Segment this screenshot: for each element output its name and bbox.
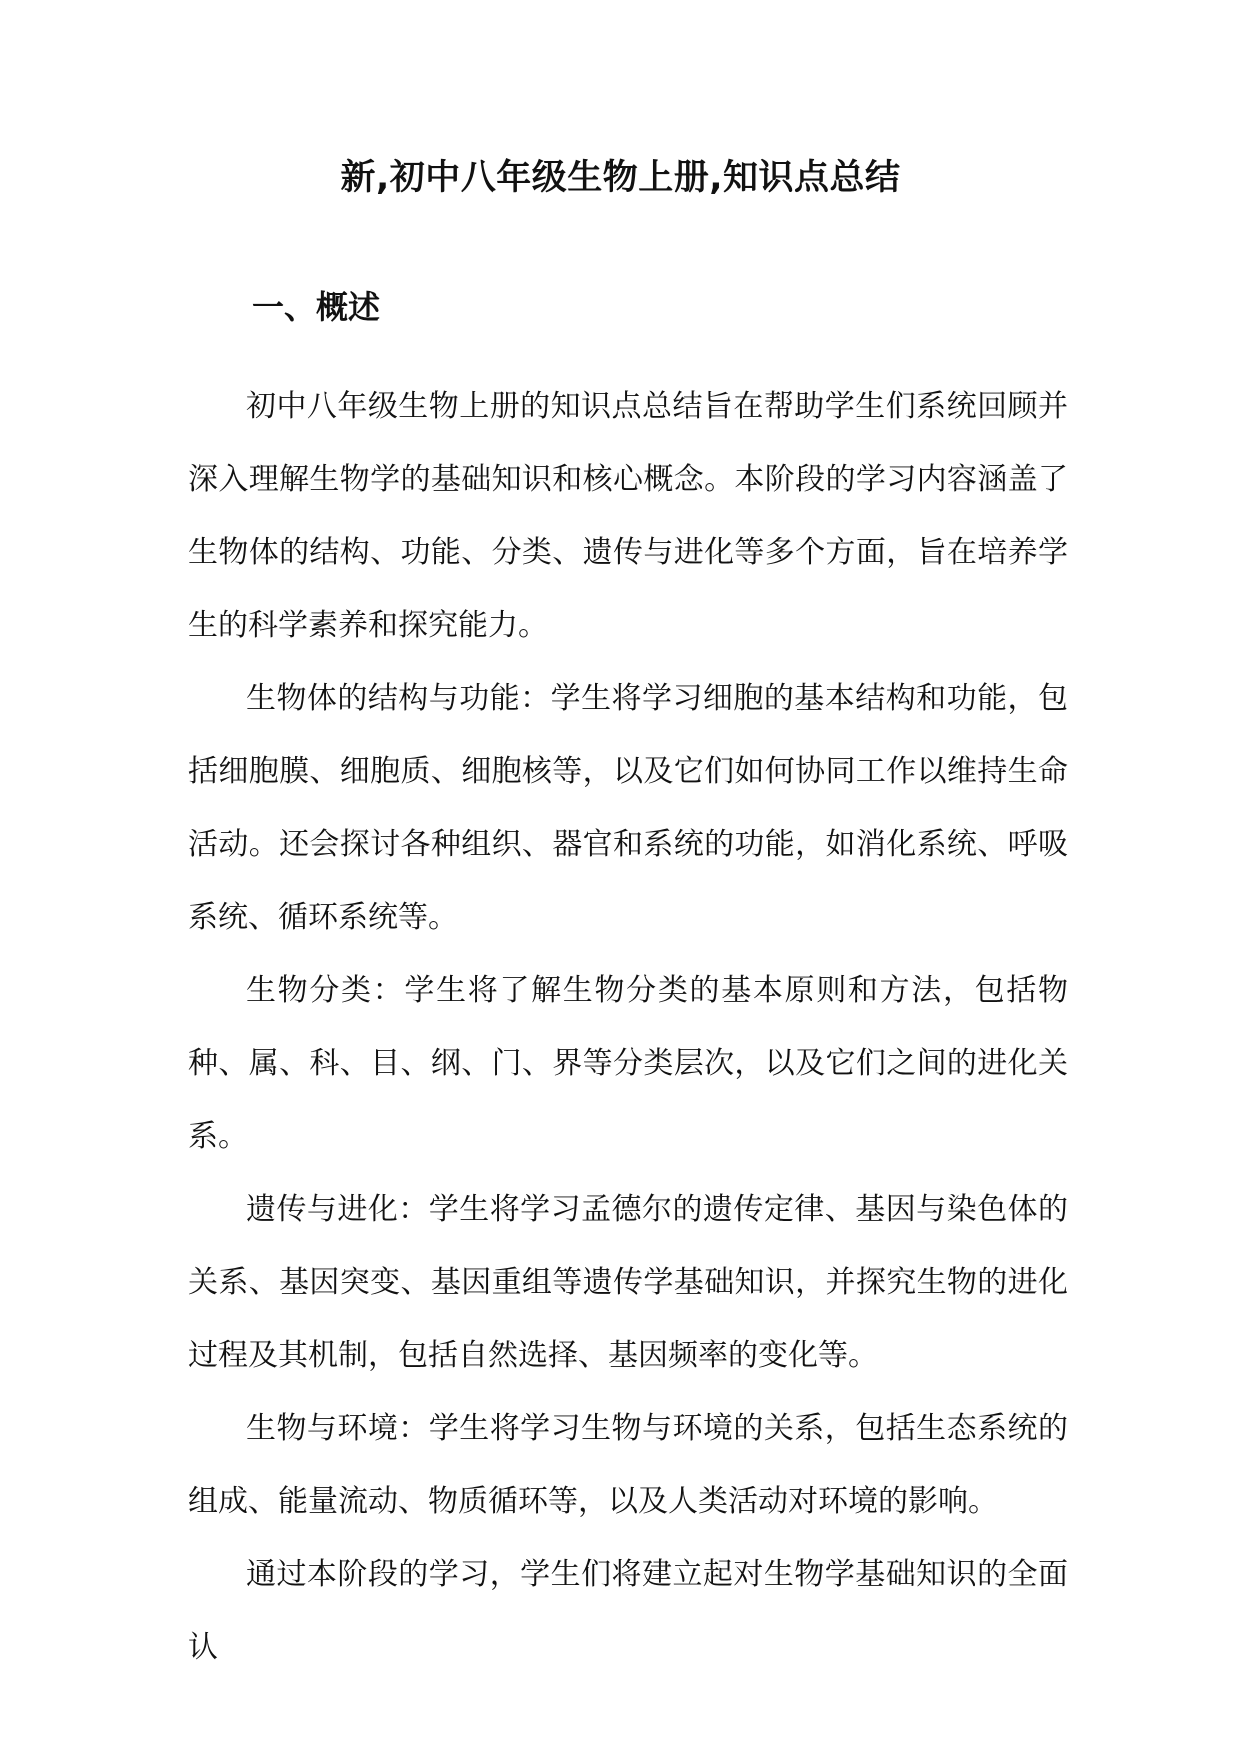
paragraph-classification: 生物分类：学生将了解生物分类的基本原则和方法，包括物种、属、科、目、纲、门、界等分类层次，以及它们之间的进化关系。 [188, 973, 1068, 1154]
paragraph-intro: 初中八年级生物上册的知识点总结旨在帮助学生们系统回顾并深入理解生物学的基础知识和核心概念。本阶段的学习内容涵盖了生物体的结构、功能、分类、遗传与进化等多个方面，旨在培养学生的科学素养和探究能力。 [188, 389, 1068, 643]
section-heading: 一、概述 [252, 288, 381, 326]
paragraph-conclusion: 通过本阶段的学习，学生们将建立起对生物学基础知识的全面认 [188, 1557, 1068, 1665]
paragraph-heredity-evolution: 遗传与进化：学生将学习孟德尔的遗传定律、基因与染色体的关系、基因突变、基因重组等遗传学基础知识，并探究生物的进化过程及其机制，包括自然选择、基因频率的变化等。 [188, 1192, 1068, 1373]
paragraph-environment: 生物与环境：学生将学习生物与环境的关系，包括生态系统的组成、能量流动、物质循环等，以及人类活动对环境的影响。 [188, 1411, 1068, 1519]
paragraph-structure-function: 生物体的结构与功能：学生将学习细胞的基本结构和功能，包括细胞膜、细胞质、细胞核等，以及它们如何协同工作以维持生命活动。还会探讨各种组织、器官和系统的功能，如消化系统、呼吸系统、循环系统等。 [188, 681, 1068, 935]
body-text [188, 370, 1068, 1684]
document-title: 新,初中八年级生物上册,知识点总结 [340, 158, 901, 198]
